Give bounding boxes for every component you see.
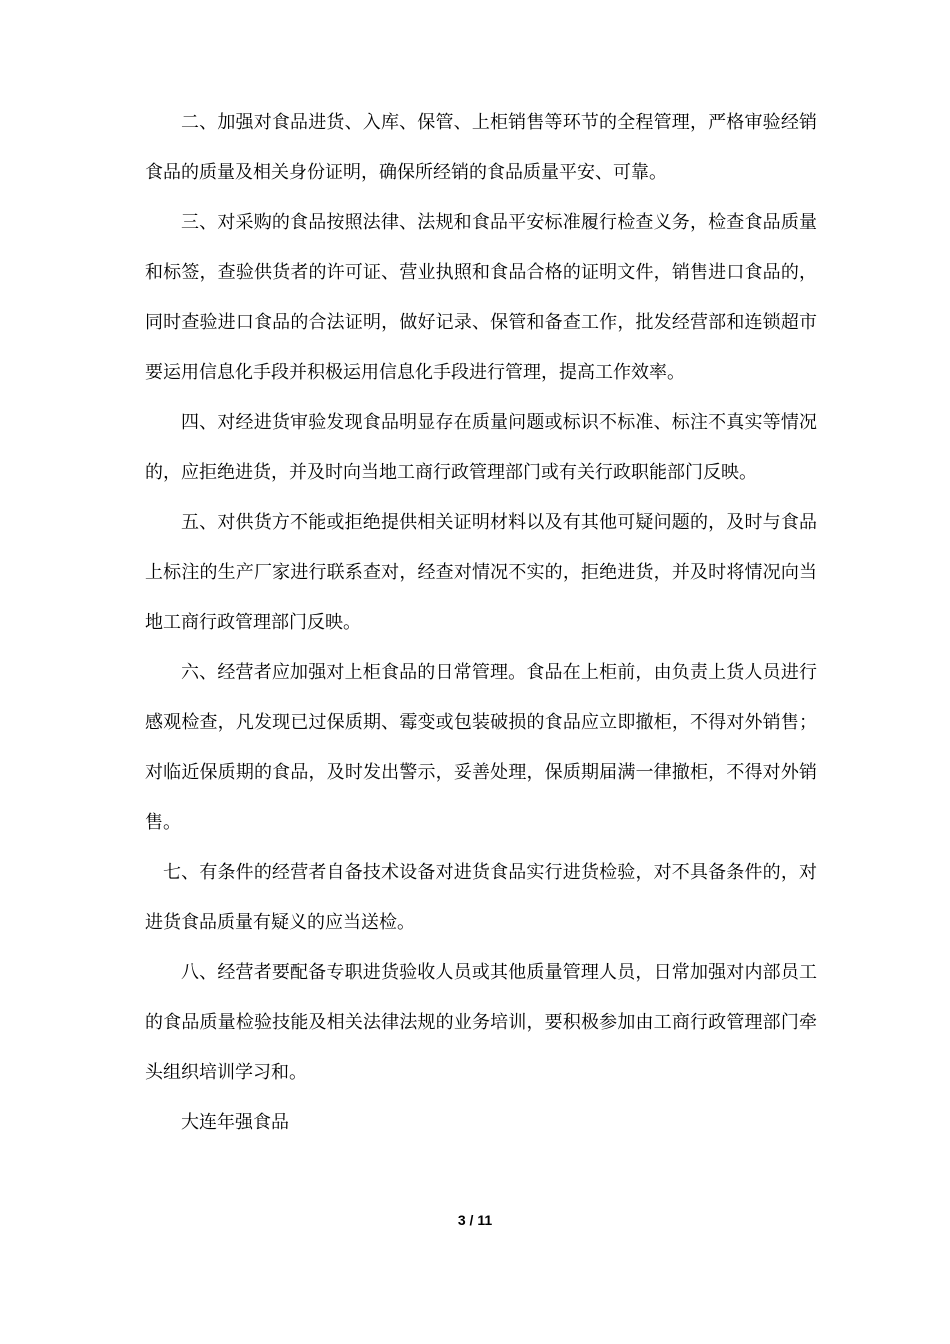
paragraph-7: 七、有条件的经营者自备技术设备对进货食品实行进货检验，对不具备条件的，对进货食品质量有疑义的应当送检。 bbox=[145, 862, 817, 933]
paragraph-2: 二、加强对食品进货、入库、保管、上柜销售等环节的全程管理，严格审验经销食品的质量及相关身份证明，确保所经销的食品质量平安、可靠。 bbox=[145, 112, 817, 183]
paragraph-5: 五、对供货方不能或拒绝提供相关证明材料以及有其他可疑问题的，及时与食品上标注的生产厂家进行联系查对，经查对情况不实的，拒绝进货，并及时将情况向当地工商行政管理部门反映。 bbox=[145, 512, 817, 633]
document-body bbox=[145, 98, 817, 1148]
paragraph-8: 八、经营者要配备专职进货验收人员或其他质量管理人员，日常加强对内部员工的食品质量检验技能及相关法律法规的业务培训，要积极参加由工商行政管理部门牵头组织培训学习和。 bbox=[145, 962, 817, 1083]
company-name: 大连年强食品 bbox=[181, 1112, 289, 1133]
page-number: 3 / 11 bbox=[457, 1212, 493, 1228]
paragraph-6: 六、经营者应加强对上柜食品的日常管理。食品在上柜前，由负责上货人员进行感观检查，凡发现已过保质期、霉变或包装破损的食品应立即撤柜，不得对外销售；对临近保质期的食品，及时发出警示，妥善处理，保质期届满一律撤柜，不得对外销售。 bbox=[145, 662, 817, 833]
paragraph-4: 四、对经进货审验发现食品明显存在质量问题或标识不标准、标注不真实等情况的，应拒绝进货，并及时向当地工商行政管理部门或有关行政职能部门反映。 bbox=[145, 412, 817, 483]
paragraph-3: 三、对采购的食品按照法律、法规和食品平安标准履行检查义务，检查食品质量和标签，查验供货者的许可证、营业执照和食品合格的证明文件，销售进口食品的，同时查验进口食品的合法证明，做好记录、保管和备查工作，批发经营部和连锁超市要运用信息化手段并积极运用信息化手段进行管理，提高工作效率。 bbox=[145, 212, 817, 383]
